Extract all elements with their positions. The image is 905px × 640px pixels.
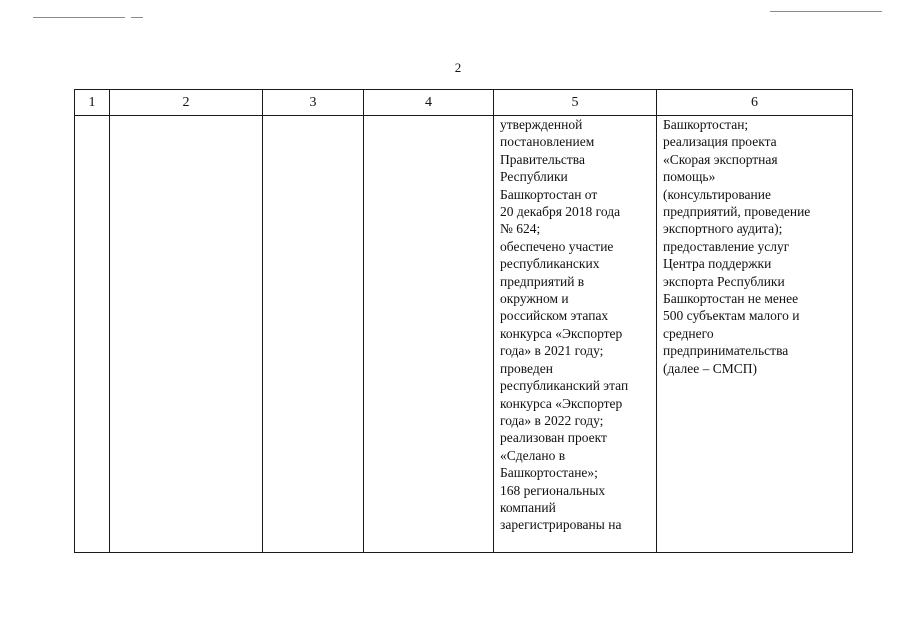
cell-col-4 [364,116,494,553]
column-header-1: 1 [75,90,110,116]
column-header-5: 5 [494,90,657,116]
scan-mark-left-short [131,17,143,18]
column-header-4: 4 [364,90,494,116]
cell-col-6-text: Башкортостан; реализация проекта «Скорая экспортная помощь» (консультирование предприятий, проведение экспортного аудита); предоставление услуг Центра поддержки экспорта Республики Башкортостан не менее 500 субъектам малого и среднего предпринимательства (далее – СМСП) [663,117,811,376]
column-header-3: 3 [263,90,364,116]
page-number: 2 [454,60,462,75]
scan-mark-left [33,17,125,18]
cell-col-5-text: утвержденной постановлением Правительства Республики Башкортостан от 20 декабря 2018 года № 624; обеспечено участие республиканских предприятий в окружном и российском этапах конкурса «Экспортер года» в 2021 году; проведен республиканский этап конкурса «Экспортер года» в 2022 году; реализован проект «Сделано в Башкортостане»; 168 региональных компаний зарегистрированы на [500,117,629,533]
cell-col-1 [75,116,110,553]
column-header-6: 6 [657,90,853,116]
cell-col-3 [263,116,364,553]
scan-mark-right [770,11,882,12]
cell-col-5 [494,116,657,553]
table-row [75,116,853,553]
column-header-2: 2 [110,90,263,116]
cell-col-6 [657,116,853,553]
cell-col-2 [110,116,263,553]
document-table [74,89,853,553]
table-header-row [75,90,853,116]
